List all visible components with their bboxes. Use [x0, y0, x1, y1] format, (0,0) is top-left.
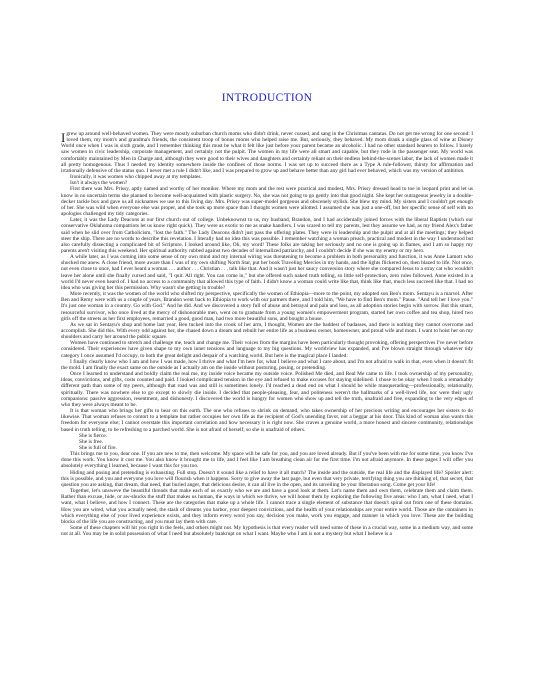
body-paragraph: First there was Mrs. Prissy, aptly named and worthy of her moniker. Where my mom and the rest were practical and modest, Mrs. Prissy dressed head to toe in leopard print and let us know in no uncertain terms she planned to become well-acquainted with plastic surgery. No, she was not going to go gently into that good night. She kept her outrageous jewelry in a double-decker tackle box and gave us all nicknames we use to this living day. Mrs. Prissy was super-model gorgeous and obscenely stylish. She blew my mind. My sisters and I couldn't get enough of her. She was wild when everyone else was proper, and she took up more space than I thought women were allotted. I assumed she was just a one-off, but her specific sense of self with no apologies challenged my tidy categories.: [61, 186, 473, 218]
opening-paragraph: [61, 131, 473, 174]
book-page: [61, 0, 473, 693]
drop-cap: I: [61, 129, 66, 145]
poem-line: She is free.: [79, 438, 104, 445]
body-paragraph: I finally clearly know who I am and how I was made, how I thrive and what I'm here for, what I believe and what I care about, and I'm not afraid to walk in that, even when it doesn't fit the mold. I am finally the exact same on the outside as I actually am on the inside without posturing, posing, or pretending.: [61, 358, 473, 371]
body-paragraph: It is that woman who brings her gifts to bear on this earth. The one who refuses to shrink on demand, who takes ownership of her precious writing and encourages her sisters to do likewise. That woman refuses to contort to a template but rather occupies her own life as the recipient of God's unending favor, not a beggar at his door. This kind of woman also wants this freedom for everyone else; I cannot overstate this important correlation and how necessary it is right now. She craves a genuine world, a more honest and sincere community, relationships based in truth telling, to be refreshing to a parched world. She is not afraid of herself, so she is unafraid of others.: [61, 408, 473, 433]
poem-line: She is fierce.: [79, 432, 107, 439]
closing-paragraph: Some of these chapters will hit you right in the feels, and others might not. My hypothesis is that every reader will need some of these in a crucial way, some in a medium way, and some not at all. You may be in solid possession of what I need but absolutely bankrupt on what I want. Maybe who I am is not a mystery but what I believe is a: [61, 525, 473, 538]
closing-paragraph: This brings me to you, dear one. If you are new to me, then welcome. My space will be safe for you, and you are loved already. But if you've been with me for some time, you know I've done this work. You know it cost me. You also know it brought me to life, and I feel like I am breathing clean air for the first time. I'm not afraid anymore. In these pages I will offer you absolutely everything I learned, because I want this for you too.: [61, 451, 473, 470]
closing-paragraph: Hiding and posing and pretending is exhausting. Full stop. Doesn't it sound like a relief to have it all match? The inside and the outside, the real life and the displayed life? Spoiler alert: this is possible, and you and everyone you love will flourish when it happens. Sorry to give away the last page, but even that very private, terrifying thing you are thinking of, that secret, that question you are asking, that dream, that need, that buried anger, that delicious desire, it can all live in the open, and its unveiling be your liberation song. Come get your life!: [61, 469, 473, 488]
body-paragraph: Once I learned to understand and boldly claim the real me, my inside voice became my outside voice. Polished Me died, and Real Me came to life. I took ownership of my personality, ideas, convictions, and gifts, costs counted and paid. I looked complicated tension in the eye and refused to make excuses for staying sidelined. I chose to be okay when I took a remarkably different path than some of my peers, although that road was and still is sometimes lonely. I'd reached a dead end on what I should be while masquerading—professionally, relationally, spiritually. There was nowhere else to go except to slowly die inside. I decided that people-pleasing, fear, and politeness weren't the hallmarks of a well-lived life, nor were their ugly companions: passive aggression, resentment, and dishonesty. I discovered the world is hungry for women who show up and tell the truth, unafraid and free, expanding to the very edges of who they were always meant to be.: [61, 371, 473, 408]
poem-line: She is full of fire.: [79, 444, 117, 451]
body-paragraph: As we sat in Sentayu's shop and home last year, Ben tucked into the crook of her arm, I thought, Women are the baddest of badasses, and there is nothing they cannot overcome and accomplish. She did this. With every odd against her, she chased down a dream and rebuilt her entire life as a business owner, homeowner, and proud wife and mom. I want to hoist her on my shoulders and carry her around the public square.: [61, 321, 473, 341]
body-paragraph: Ironically, it was women who chipped away at my templates.: [70, 174, 202, 181]
body-paragraph: Later, it was the Lady Deacons at our first church out of college. Unbeknownst to us, my husband, Brandon, and I had accidentally joined forces with the liberal Baptists (which our conservative Oklahoma compatriots let us know right quick). They were as exotic to me as snake handlers. I was scared to tell my parents, lest they assume we had, as my friend Alex's father said when he slid over from Catholicism, "lost the faith." The Lady Deacons didn't just pass the offering plates. They were in leadership and the pulpit and at all the meetings; they helped steer the ship. There are no words to describe this revelation. I literally had no idea this was possible. I remember watching a woman preach, practical and modest in the way I understood but also carefully dissecting a complicated bit of Scripture. I looked around like, Oh, my word! These folks are taking her seriously and no one is going up in flames, and I am so happy my parents aren't visiting this weekend. Her spiritual authority rubbed against two decades of internalized patriarchy, and I couldn't decide if she was my enemy or my hero.: [61, 217, 473, 254]
body-paragraph: A while later, as I was coming into some sense of my own mind and my internal wiring was threatening to become a problem in both personality and function, it was Anne Lamott who shocked me anew. A close friend, more aware than I was of my own shifting North Star, put her book Traveling Mercies in my hands, and the lights flickered on, then blazed to life. Not once, not even close to once, had I ever heard a woman . . . author . . . Christian . . . talk like that. And it wasn't just her saucy conversion story where she compared Jesus to a stray cat who wouldn't leave her alone until she finally cursed and said, "I quit. All right. You can come in," but she offered such naked truth telling, so little self-protection, zero rules followed. Anne existed in a world I'd never even heard of. I had no access to a community that allowed this type of faith. I didn't know a woman could write like that, think like that, much less succeed like that. I had no idea who was giving her this permission. Why wasn't she getting in trouble?: [61, 254, 473, 291]
body-paragraph: Women have continued to stretch and challenge me, teach and change me. Their voices from the margins have been particularly thought provoking, offering perspectives I've never before considered. Their experiences have given shape to my own inner tensions and language to my big questions. My worldview has expanded, and I've blown straight through whatever tidy category I once assumed I'd occupy, to both the great delight and despair of a watching world. But here is the magical place I landed:: [61, 340, 473, 359]
chapter-title: INTRODUCTION: [221, 92, 313, 104]
closing-paragraph: Together, let's unsweve the beautiful threads that make each of us exactly who we are and have a good look at them. Let's name them and own them, celebrate them and claim them. Rather than excuse, hide, or aw-shucks the stuff that makes us human, the ways in which we thrive, we will honor them by exploring the following five areas: who I am, what I need, what I want, what I believe, and how I connect. These are the categories that make up a whole life. I cannot trace a single element of substance that doesn't spiral out from one of these domains. How you are wired, what you actually need, the stash of dreams you harbor, your deepest convictions, and the health of your relationships are your entire world. Those are the containers in which everything else of your lived experience exists, and they inform every word you say, decision you make, work you engage, and manner in which you love. These are the building blocks of the life you are constructing, and you must lay them with care.: [61, 488, 473, 525]
opening-paragraph-text: grew up around well-behaved women. They were mostly suburban church moms who didn't drink, never cussed, and sang in the Christmas cantatas. Do not get me wrong for one second: I loved them, my mom's and grandma's friends, the consistent troop of bonus moms who helped raise me. But, seriously, they behaved. My mom drank a single glass of wine at Disney World once when I was in sixth grade, and I remember thinking this must be what it felt like just before your parent became an alcoholic. I had no other standard bearers to follow. I barely saw women in civic leadership, corporate management, and certainly not the pulpit. The women in my life were all smart and capable, but they rode in the passenger seat. My world was comfortably maintained by Men in Charge and, although they were good to their wives and daughters and certainly reliant on their endless behind-the-scenes labor, the lack of women made it all pretty homogenous. Thus I needed my identity somewhere inside the confines of those norms. I was set up to succeed there as a Type A rule-follower, thirsty for affirmation and irrationally defensive of the status quo. I never met a rule I didn't like, and I was prepared to grow up and behave better than any girl had ever behaved, which was my version of ambition.: [61, 131, 473, 174]
chapter-body: [61, 131, 473, 537]
body-paragraph: Isn't it always the women?: [70, 180, 128, 187]
body-paragraph: More recently, it was the women of the world who shifted my perspective, specifically the women of Ethiopia—more to the point, my adopted son Ben's mom. Sentayu is a marvel. After Ben and Remy were with us a couple of years, Brandon went back to Ethiopia to work with our partners there, and I told him, "We have to find Ben's mom." Pause. "And tell her I love you." It's just one woman in a country. Go with God." And he did. And we discovered a story full of abuse and betrayal and pain and loss, as all adoption stories begin with sorrow. But this smart, resourceful survivor, who once lived at the mercy of dishonorable men, went on to graduate from a young women's empowerment program, started her own coffee and tea shop, hired two girls off the streets as her first employees, remarried a good, good man, had two more beautiful sons, and bought a house.: [61, 291, 473, 322]
